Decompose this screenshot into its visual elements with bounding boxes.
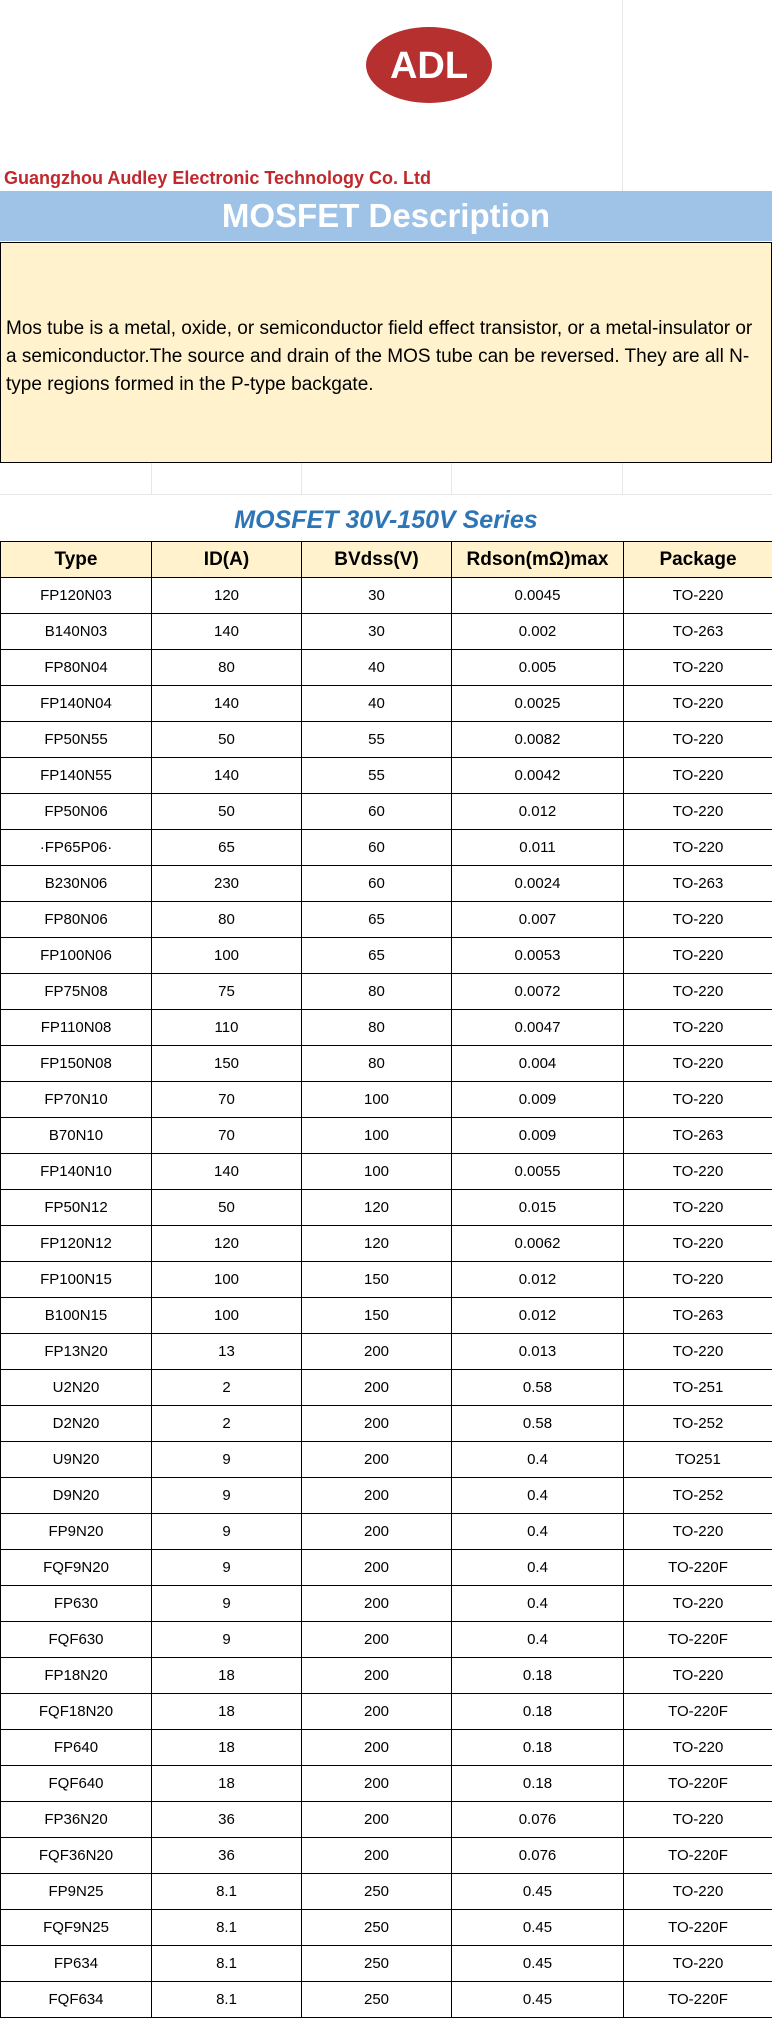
cell-bvdss: 55 bbox=[302, 722, 452, 758]
cell-rdson: 0.4 bbox=[452, 1442, 624, 1478]
table-row bbox=[1, 1262, 772, 1298]
cell-rdson: 0.0025 bbox=[452, 686, 624, 722]
cell-package: TO-220F bbox=[624, 1622, 772, 1658]
table-row bbox=[1, 1154, 772, 1190]
cell-type: U2N20 bbox=[1, 1370, 152, 1406]
cell-package: TO-220F bbox=[624, 1766, 772, 1802]
cell-bvdss: 100 bbox=[302, 1118, 452, 1154]
cell-type: FQF9N20 bbox=[1, 1550, 152, 1586]
cell-package: TO-220 bbox=[624, 1190, 772, 1226]
cell-bvdss: 60 bbox=[302, 794, 452, 830]
header-type: Type bbox=[1, 542, 152, 578]
cell-package: TO-220 bbox=[624, 1082, 772, 1118]
cell-rdson: 0.076 bbox=[452, 1802, 624, 1838]
cell-rdson: 0.004 bbox=[452, 1046, 624, 1082]
cell-rdson: 0.45 bbox=[452, 1874, 624, 1910]
cell-type: FQF9N25 bbox=[1, 1910, 152, 1946]
cell-bvdss: 200 bbox=[302, 1478, 452, 1514]
cell-bvdss: 250 bbox=[302, 1874, 452, 1910]
cell-rdson: 0.013 bbox=[452, 1334, 624, 1370]
cell-rdson: 0.012 bbox=[452, 1298, 624, 1334]
table-row bbox=[1, 1622, 772, 1658]
cell-rdson: 0.0055 bbox=[452, 1154, 624, 1190]
description-box bbox=[0, 242, 772, 463]
cell-package: TO-220 bbox=[624, 650, 772, 686]
cell-package: TO-220 bbox=[624, 1874, 772, 1910]
cell-rdson: 0.009 bbox=[452, 1082, 624, 1118]
table-row bbox=[1, 578, 772, 614]
cell-id: 9 bbox=[152, 1586, 302, 1622]
cell-id: 8.1 bbox=[152, 1910, 302, 1946]
cell-id: 230 bbox=[152, 866, 302, 902]
cell-id: 9 bbox=[152, 1550, 302, 1586]
description-text: Mos tube is a metal, oxide, or semiconductor field effect transistor, or a metal-insulator or a semiconductor.The source and drain of the MOS tube can be reversed. They are all N-type regions formed in the P-type backgate. bbox=[6, 318, 753, 395]
table-row bbox=[1, 974, 772, 1010]
cell-rdson: 0.005 bbox=[452, 650, 624, 686]
cell-rdson: 0.0047 bbox=[452, 1010, 624, 1046]
cell-package: TO-220 bbox=[624, 758, 772, 794]
table-row bbox=[1, 1190, 772, 1226]
cell-type: FP80N06 bbox=[1, 902, 152, 938]
table-header-row bbox=[1, 542, 772, 578]
cell-id: 2 bbox=[152, 1370, 302, 1406]
cell-package: TO-220F bbox=[624, 1982, 772, 2018]
cell-type: FP110N08 bbox=[1, 1010, 152, 1046]
cell-id: 65 bbox=[152, 830, 302, 866]
cell-type: B70N10 bbox=[1, 1118, 152, 1154]
cell-rdson: 0.012 bbox=[452, 1262, 624, 1298]
cell-package: TO-220 bbox=[624, 830, 772, 866]
cell-package: TO-220 bbox=[624, 1226, 772, 1262]
cell-type: FQF634 bbox=[1, 1982, 152, 2018]
cell-package: TO-252 bbox=[624, 1478, 772, 1514]
cell-type: U9N20 bbox=[1, 1442, 152, 1478]
table-row bbox=[1, 1910, 772, 1946]
table-row bbox=[1, 650, 772, 686]
mosfet-spec-table bbox=[0, 541, 772, 2018]
cell-rdson: 0.0045 bbox=[452, 578, 624, 614]
cell-rdson: 0.18 bbox=[452, 1694, 624, 1730]
cell-package: TO-220 bbox=[624, 1046, 772, 1082]
table-row bbox=[1, 1298, 772, 1334]
cell-rdson: 0.0042 bbox=[452, 758, 624, 794]
cell-bvdss: 250 bbox=[302, 1982, 452, 2018]
table-row bbox=[1, 902, 772, 938]
header-bvdss: BVdss(V) bbox=[302, 542, 452, 578]
gridline bbox=[451, 462, 452, 494]
cell-package: TO-220 bbox=[624, 902, 772, 938]
cell-rdson: 0.45 bbox=[452, 1946, 624, 1982]
cell-type: FP120N12 bbox=[1, 1226, 152, 1262]
gridline bbox=[151, 462, 152, 494]
cell-type: B230N06 bbox=[1, 866, 152, 902]
table-row bbox=[1, 1550, 772, 1586]
cell-bvdss: 200 bbox=[302, 1622, 452, 1658]
cell-id: 110 bbox=[152, 1010, 302, 1046]
cell-type: FP18N20 bbox=[1, 1658, 152, 1694]
table-row bbox=[1, 1226, 772, 1262]
cell-type: FP140N04 bbox=[1, 686, 152, 722]
cell-rdson: 0.18 bbox=[452, 1658, 624, 1694]
cell-id: 9 bbox=[152, 1478, 302, 1514]
cell-id: 100 bbox=[152, 1262, 302, 1298]
cell-package: TO-220 bbox=[624, 1586, 772, 1622]
cell-rdson: 0.58 bbox=[452, 1370, 624, 1406]
cell-id: 2 bbox=[152, 1406, 302, 1442]
cell-rdson: 0.0062 bbox=[452, 1226, 624, 1262]
cell-type: B100N15 bbox=[1, 1298, 152, 1334]
cell-bvdss: 200 bbox=[302, 1442, 452, 1478]
cell-id: 50 bbox=[152, 722, 302, 758]
cell-package: TO-220F bbox=[624, 1550, 772, 1586]
table-row bbox=[1, 1802, 772, 1838]
table-row bbox=[1, 1586, 772, 1622]
logo-text: ADL bbox=[389, 45, 469, 87]
table-row bbox=[1, 794, 772, 830]
cell-type: FQF18N20 bbox=[1, 1694, 152, 1730]
cell-bvdss: 200 bbox=[302, 1694, 452, 1730]
cell-type: FP630 bbox=[1, 1586, 152, 1622]
cell-type: FP70N10 bbox=[1, 1082, 152, 1118]
header-rdson: Rdson(mΩ)max bbox=[452, 542, 624, 578]
cell-type: FP9N25 bbox=[1, 1874, 152, 1910]
cell-rdson: 0.011 bbox=[452, 830, 624, 866]
cell-id: 50 bbox=[152, 1190, 302, 1226]
cell-bvdss: 150 bbox=[302, 1262, 452, 1298]
cell-package: TO-220 bbox=[624, 1946, 772, 1982]
table-row bbox=[1, 830, 772, 866]
cell-package: TO-220F bbox=[624, 1694, 772, 1730]
cell-rdson: 0.4 bbox=[452, 1478, 624, 1514]
cell-package: TO-220 bbox=[624, 938, 772, 974]
cell-bvdss: 80 bbox=[302, 1046, 452, 1082]
cell-bvdss: 55 bbox=[302, 758, 452, 794]
cell-id: 140 bbox=[152, 1154, 302, 1190]
table-row bbox=[1, 758, 772, 794]
cell-rdson: 0.4 bbox=[452, 1514, 624, 1550]
cell-rdson: 0.4 bbox=[452, 1586, 624, 1622]
gridline bbox=[0, 494, 772, 495]
cell-bvdss: 120 bbox=[302, 1226, 452, 1262]
cell-type: FP50N12 bbox=[1, 1190, 152, 1226]
cell-package: TO-220 bbox=[624, 1334, 772, 1370]
cell-type: FP50N06 bbox=[1, 794, 152, 830]
cell-bvdss: 80 bbox=[302, 974, 452, 1010]
cell-id: 9 bbox=[152, 1442, 302, 1478]
cell-id: 75 bbox=[152, 974, 302, 1010]
table-row bbox=[1, 866, 772, 902]
cell-package: TO-220 bbox=[624, 1730, 772, 1766]
cell-type: FP75N08 bbox=[1, 974, 152, 1010]
table-row bbox=[1, 1406, 772, 1442]
table-row bbox=[1, 938, 772, 974]
table-row bbox=[1, 1694, 772, 1730]
cell-type: FP120N03 bbox=[1, 578, 152, 614]
cell-rdson: 0.0024 bbox=[452, 866, 624, 902]
cell-bvdss: 30 bbox=[302, 578, 452, 614]
cell-id: 9 bbox=[152, 1514, 302, 1550]
cell-rdson: 0.0072 bbox=[452, 974, 624, 1010]
cell-type: FQF630 bbox=[1, 1622, 152, 1658]
series-title: MOSFET 30V-150V Series bbox=[234, 506, 538, 534]
table-row bbox=[1, 1658, 772, 1694]
cell-bvdss: 200 bbox=[302, 1838, 452, 1874]
gridline bbox=[622, 462, 623, 494]
cell-type: D9N20 bbox=[1, 1478, 152, 1514]
cell-package: TO-263 bbox=[624, 866, 772, 902]
table-row bbox=[1, 614, 772, 650]
cell-id: 36 bbox=[152, 1802, 302, 1838]
cell-type: FP140N10 bbox=[1, 1154, 152, 1190]
cell-bvdss: 200 bbox=[302, 1370, 452, 1406]
company-name: Guangzhou Audley Electronic Technology Co. Ltd bbox=[4, 168, 432, 188]
cell-package: TO-220 bbox=[624, 1154, 772, 1190]
cell-id: 36 bbox=[152, 1838, 302, 1874]
cell-id: 13 bbox=[152, 1334, 302, 1370]
adl-logo bbox=[365, 26, 493, 104]
cell-package: TO-263 bbox=[624, 614, 772, 650]
header-package: Package bbox=[624, 542, 772, 578]
table-row bbox=[1, 1082, 772, 1118]
cell-id: 80 bbox=[152, 650, 302, 686]
cell-type: FQF36N20 bbox=[1, 1838, 152, 1874]
cell-rdson: 0.4 bbox=[452, 1550, 624, 1586]
cell-package: TO-220 bbox=[624, 974, 772, 1010]
cell-bvdss: 200 bbox=[302, 1550, 452, 1586]
cell-bvdss: 200 bbox=[302, 1514, 452, 1550]
cell-id: 70 bbox=[152, 1118, 302, 1154]
cell-id: 18 bbox=[152, 1730, 302, 1766]
cell-id: 120 bbox=[152, 1226, 302, 1262]
cell-id: 80 bbox=[152, 902, 302, 938]
table-row bbox=[1, 1442, 772, 1478]
cell-id: 18 bbox=[152, 1694, 302, 1730]
table-row bbox=[1, 686, 772, 722]
cell-id: 9 bbox=[152, 1622, 302, 1658]
cell-type: FP80N04 bbox=[1, 650, 152, 686]
cell-rdson: 0.015 bbox=[452, 1190, 624, 1226]
table-body bbox=[1, 578, 772, 2018]
cell-package: TO-220F bbox=[624, 1910, 772, 1946]
cell-bvdss: 200 bbox=[302, 1766, 452, 1802]
cell-id: 70 bbox=[152, 1082, 302, 1118]
table-row bbox=[1, 1118, 772, 1154]
cell-bvdss: 60 bbox=[302, 830, 452, 866]
cell-type: ·FP65P06· bbox=[1, 830, 152, 866]
cell-bvdss: 250 bbox=[302, 1910, 452, 1946]
cell-package: TO-251 bbox=[624, 1370, 772, 1406]
cell-id: 50 bbox=[152, 794, 302, 830]
cell-rdson: 0.18 bbox=[452, 1730, 624, 1766]
cell-id: 150 bbox=[152, 1046, 302, 1082]
cell-bvdss: 150 bbox=[302, 1298, 452, 1334]
cell-package: TO-220 bbox=[624, 1262, 772, 1298]
cell-rdson: 0.0082 bbox=[452, 722, 624, 758]
cell-type: FP140N55 bbox=[1, 758, 152, 794]
cell-type: FP50N55 bbox=[1, 722, 152, 758]
page-title: MOSFET Description bbox=[221, 197, 551, 234]
cell-rdson: 0.18 bbox=[452, 1766, 624, 1802]
gridline bbox=[622, 0, 623, 191]
cell-id: 18 bbox=[152, 1658, 302, 1694]
cell-package: TO-220 bbox=[624, 722, 772, 758]
cell-package: TO-220 bbox=[624, 1514, 772, 1550]
cell-rdson: 0.002 bbox=[452, 614, 624, 650]
cell-bvdss: 200 bbox=[302, 1730, 452, 1766]
cell-package: TO-220F bbox=[624, 1838, 772, 1874]
table-row bbox=[1, 1010, 772, 1046]
cell-id: 18 bbox=[152, 1766, 302, 1802]
cell-type: FQF640 bbox=[1, 1766, 152, 1802]
cell-bvdss: 40 bbox=[302, 650, 452, 686]
cell-bvdss: 250 bbox=[302, 1946, 452, 1982]
table-row bbox=[1, 1478, 772, 1514]
cell-rdson: 0.076 bbox=[452, 1838, 624, 1874]
cell-rdson: 0.58 bbox=[452, 1406, 624, 1442]
cell-type: B140N03 bbox=[1, 614, 152, 650]
cell-id: 140 bbox=[152, 614, 302, 650]
cell-bvdss: 80 bbox=[302, 1010, 452, 1046]
cell-id: 8.1 bbox=[152, 1982, 302, 2018]
cell-package: TO-220 bbox=[624, 686, 772, 722]
cell-bvdss: 60 bbox=[302, 866, 452, 902]
cell-id: 120 bbox=[152, 578, 302, 614]
header-id: ID(A) bbox=[152, 542, 302, 578]
gridline bbox=[301, 462, 302, 494]
cell-rdson: 0.0053 bbox=[452, 938, 624, 974]
cell-type: FP36N20 bbox=[1, 1802, 152, 1838]
cell-bvdss: 200 bbox=[302, 1406, 452, 1442]
cell-package: TO-220 bbox=[624, 578, 772, 614]
cell-type: D2N20 bbox=[1, 1406, 152, 1442]
cell-rdson: 0.012 bbox=[452, 794, 624, 830]
table-row bbox=[1, 1514, 772, 1550]
cell-package: TO251 bbox=[624, 1442, 772, 1478]
cell-bvdss: 100 bbox=[302, 1154, 452, 1190]
cell-rdson: 0.45 bbox=[452, 1910, 624, 1946]
cell-bvdss: 120 bbox=[302, 1190, 452, 1226]
cell-id: 100 bbox=[152, 1298, 302, 1334]
cell-rdson: 0.45 bbox=[452, 1982, 624, 2018]
cell-bvdss: 65 bbox=[302, 938, 452, 974]
cell-type: FP100N15 bbox=[1, 1262, 152, 1298]
cell-rdson: 0.4 bbox=[452, 1622, 624, 1658]
table-row bbox=[1, 1838, 772, 1874]
cell-bvdss: 100 bbox=[302, 1082, 452, 1118]
cell-package: TO-220 bbox=[624, 1010, 772, 1046]
table-row bbox=[1, 1766, 772, 1802]
cell-type: FP13N20 bbox=[1, 1334, 152, 1370]
cell-rdson: 0.007 bbox=[452, 902, 624, 938]
cell-bvdss: 200 bbox=[302, 1586, 452, 1622]
cell-id: 8.1 bbox=[152, 1946, 302, 1982]
cell-bvdss: 65 bbox=[302, 902, 452, 938]
cell-type: FP634 bbox=[1, 1946, 152, 1982]
table-row bbox=[1, 1370, 772, 1406]
cell-id: 100 bbox=[152, 938, 302, 974]
cell-package: TO-263 bbox=[624, 1118, 772, 1154]
cell-package: TO-252 bbox=[624, 1406, 772, 1442]
table-row bbox=[1, 1046, 772, 1082]
cell-type: FP9N20 bbox=[1, 1514, 152, 1550]
cell-package: TO-220 bbox=[624, 1658, 772, 1694]
cell-rdson: 0.009 bbox=[452, 1118, 624, 1154]
table-row bbox=[1, 722, 772, 758]
cell-type: FP640 bbox=[1, 1730, 152, 1766]
table-row bbox=[1, 1946, 772, 1982]
cell-package: TO-220 bbox=[624, 794, 772, 830]
cell-bvdss: 200 bbox=[302, 1658, 452, 1694]
cell-bvdss: 200 bbox=[302, 1334, 452, 1370]
cell-type: FP150N08 bbox=[1, 1046, 152, 1082]
table-row bbox=[1, 1730, 772, 1766]
cell-id: 140 bbox=[152, 758, 302, 794]
table-row bbox=[1, 1874, 772, 1910]
cell-package: TO-220 bbox=[624, 1802, 772, 1838]
cell-id: 140 bbox=[152, 686, 302, 722]
cell-type: FP100N06 bbox=[1, 938, 152, 974]
cell-bvdss: 200 bbox=[302, 1802, 452, 1838]
table-row bbox=[1, 1334, 772, 1370]
page-title-bar bbox=[0, 191, 772, 241]
cell-bvdss: 30 bbox=[302, 614, 452, 650]
cell-id: 8.1 bbox=[152, 1874, 302, 1910]
cell-package: TO-263 bbox=[624, 1298, 772, 1334]
cell-bvdss: 40 bbox=[302, 686, 452, 722]
table-row bbox=[1, 1982, 772, 2018]
